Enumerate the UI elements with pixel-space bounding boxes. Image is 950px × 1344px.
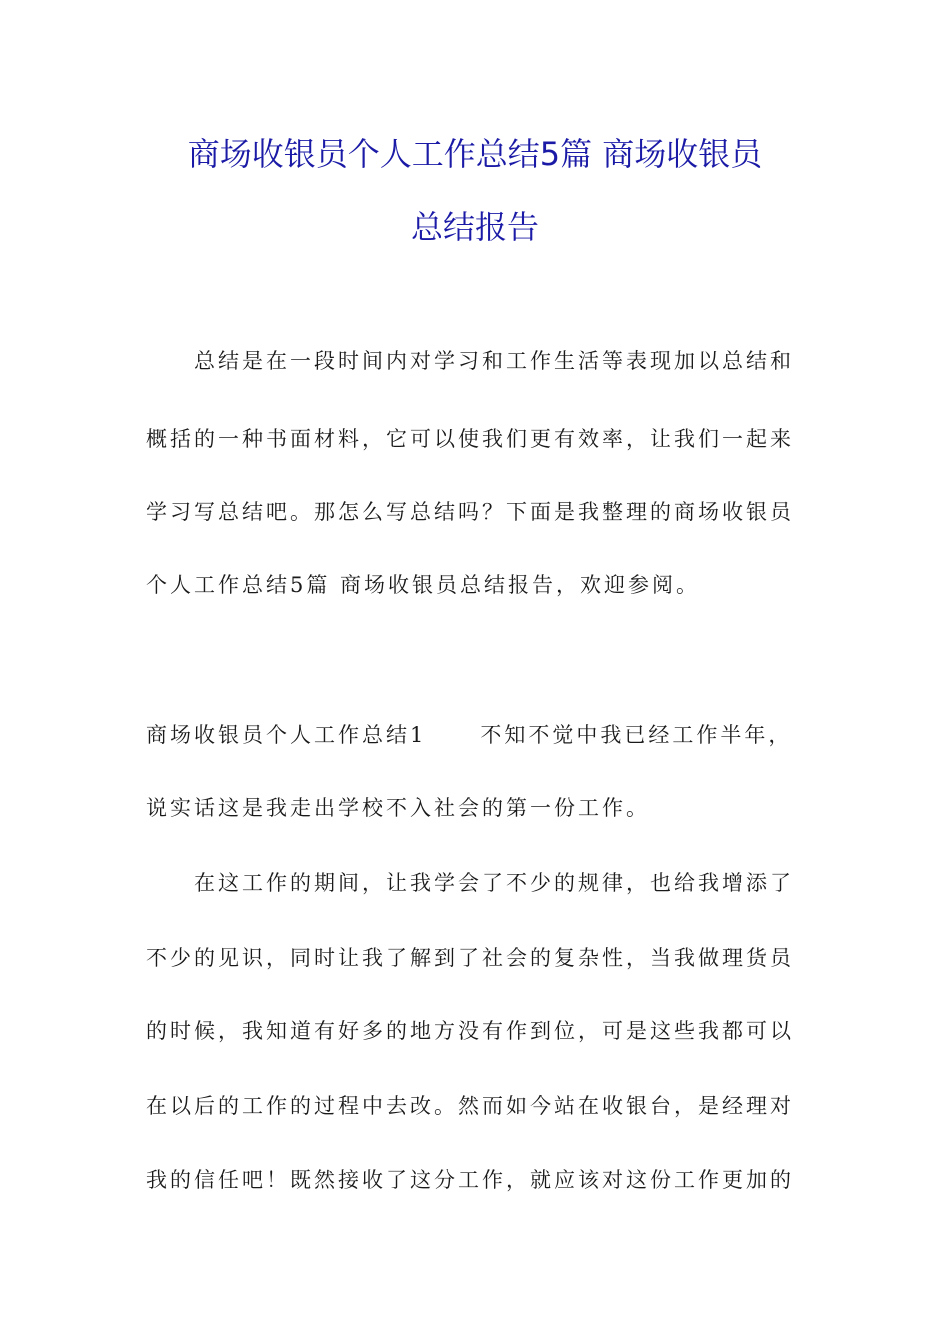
intro-line-2: 概括的一种书面材料，它可以使我们更有效率，让我们一起来 — [146, 427, 794, 451]
para2-line-3: 的时候，我知道有好多的地方没有作到位，可是这些我都可以 — [146, 1019, 794, 1043]
intro-line-1: 总结是在一段时间内对学习和工作生活等表现加以总结和 — [194, 349, 794, 373]
section1-heading: 商场收银员个人工作总结1 — [146, 723, 427, 747]
para2-line-1: 在这工作的期间，让我学会了不少的规律，也给我增添了 — [194, 871, 794, 895]
para2-line-5: 我的信任吧！既然接收了这分工作，就应该对这份工作更加的 — [146, 1168, 794, 1192]
section1-line-1 — [146, 722, 806, 748]
document-title-line2: 总结报告 — [410, 208, 539, 246]
intro-line-4: 个人工作总结5篇 商场收银员总结报告，欢迎参阅。 — [146, 573, 701, 597]
section1-first-sentence: 不知不觉中我已经工作半年， — [480, 723, 793, 747]
intro-line-3: 学习写总结吧。那怎么写总结吗？下面是我整理的商场收银员 — [146, 500, 794, 524]
section1-line-2: 说实话这是我走出学校不入社会的第一份工作。 — [146, 796, 650, 820]
para2-line-2: 不少的见识，同时让我了解到了社会的复杂性，当我做理货员 — [146, 946, 794, 970]
document-title-line1: 商场收银员个人工作总结5篇 商场收银员 — [187, 135, 763, 173]
para2-line-4: 在以后的工作的过程中去改。然而如今站在收银台，是经理对 — [146, 1094, 794, 1118]
